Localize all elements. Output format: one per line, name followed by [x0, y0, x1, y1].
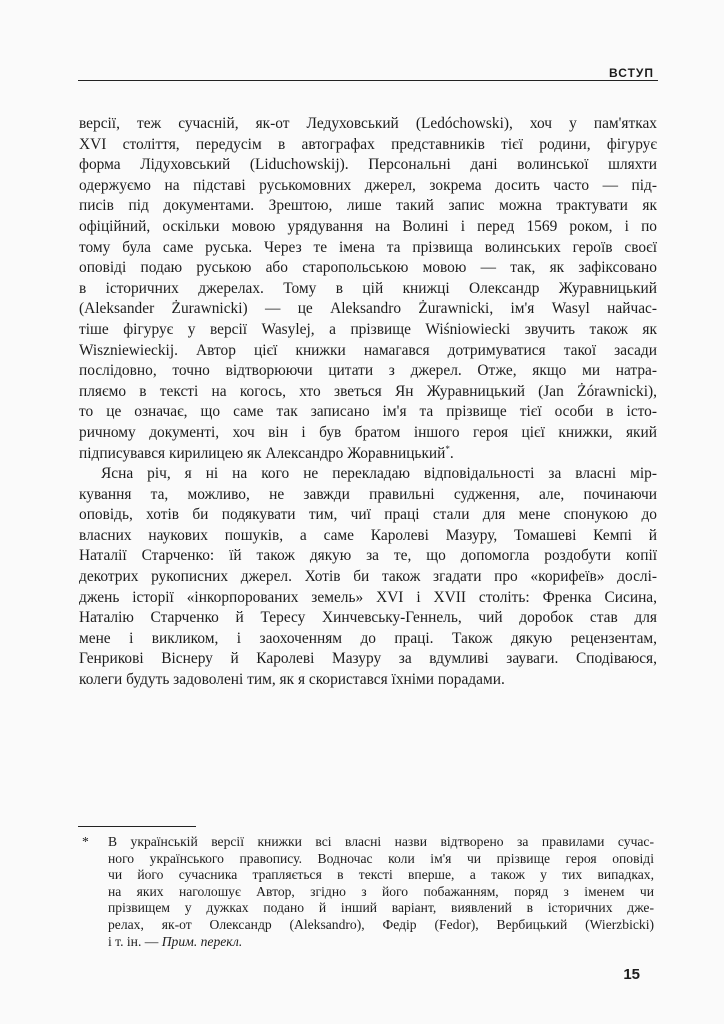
sentence-end: . — [449, 444, 454, 462]
footnote-line-content: В українській версії книжки всі власні назви відтворено за правилами сучас- — [108, 834, 654, 849]
text-line: колеги будуть задоволені тим, як я скористався їхніми порадами. — [79, 671, 505, 689]
text-line: Генрикові Віснеру й Каролеві Мазуру за вдумливі зауваги. Сподіваюся, — [79, 650, 657, 668]
footnote-line-content: і т. ін. — — [108, 933, 162, 949]
main-text — [79, 114, 657, 691]
text-line: версії, теж сучасній, як-от Ледуховський (Ledóchowski), хоч у пам'ятках — [79, 115, 657, 132]
text-line: кування та, можливо, не завжди правильні судження, але, починаючи — [79, 485, 657, 503]
text-line: (Aleksander Żurawnicki) — це Aleksandro Żurawnicki, ім'я Wasyl найчас- — [79, 300, 657, 318]
text-line: одержуємо на підставі руськомовних джерел, зокрема досить часто — під- — [79, 176, 657, 194]
text-line: оповіді подаю руською або старопольською мовою — так, як зафіксовано — [79, 259, 657, 277]
text-line: офіційний, оскільки мовою урядування на Волині і перед 1569 роком, і по — [79, 217, 657, 235]
text-line: тому була саме руська. Через те імена та прізвища волинських героїв своєї — [79, 238, 657, 256]
footnote — [82, 834, 654, 950]
page-number: 15 — [623, 966, 640, 983]
text-line: власних наукових пошуків, а саме Каролеві Мазуру, Томашеві Кемпі й — [79, 526, 657, 544]
header-rule — [78, 80, 658, 81]
text-line: пляємо в тексті на когось, хто зветься Ян Журавницький (Jan Żórawnicki), — [79, 382, 657, 400]
text-line-content: підписувався кирилицею як Александро Жоравницький — [79, 444, 446, 462]
text-line: декотрих рукописних джерел. Хотів би також згадати про «корифеїв» дослі- — [79, 568, 657, 586]
footnote-rule — [78, 826, 196, 827]
text-line: то це означає, що саме так записано ім'я та прізвище тієї особи в істо- — [79, 403, 657, 421]
text-line: XVI століття, передусім в автографах представників тієї родини, фігурує — [79, 135, 657, 153]
text-line: Wiszniewieckij. Автор цієї книжки намагався дотримуватися такої засади — [79, 341, 657, 359]
footnote-line: ного українського правопису. Водночас коли ім'я чи прізвище героя оповіді — [108, 850, 654, 866]
text-line: джень історії «інкорпорованих земель» XVI і XVII століть: Френка Сисина, — [79, 588, 657, 606]
text-line: Наталію Старченко й Тересу Хинчевську-Геннель, чий доробок став для — [79, 609, 657, 627]
paragraph-2 — [79, 464, 657, 691]
footnote-line: на яких наголошує Автор, згідно з його побажанням, поряд з іменем чи — [108, 883, 654, 899]
text-line: форма Лідуховський (Liduchowskij). Персональні дані волинської шляхти — [79, 156, 657, 174]
footnote-line: релах, як-от Олександр (Aleksandro), Федір (Fedor), Вербицький (Wierzbicki) — [108, 916, 654, 932]
footnote-line: чи його сучасника трапляється в тексті вперше, а також у тих випадках, — [108, 867, 654, 883]
text-line: писів під документами. Зрештою, лише такий запис можна трактувати як — [79, 197, 657, 215]
text-line: послідовно, точно відтворюючи цитати з джерел. Отже, якщо ми натра- — [79, 362, 657, 380]
footnote-mark: * — [82, 834, 89, 849]
text-line: мене і викликом, і заохоченням до праці. Також дякую рецензентам, — [79, 629, 657, 647]
text-line: Ясна річ, я ні на кого не перекладаю відповідальності за власні мір- — [101, 465, 657, 483]
footnote-line — [82, 834, 654, 851]
footnote-line — [82, 934, 654, 951]
footnote-line: прізвищем у дужках подано й інший варіант, виявлений в історичних дже- — [108, 900, 654, 916]
text-line: ричному документі, хоч він і був братом іншого героя цієї книжки, який — [79, 423, 657, 441]
text-line: оповідь, хотів би подякувати тим, чиї праці стали для мене спонукою до — [79, 506, 657, 524]
text-line: Наталії Старченко: їй також дякую за те, що допомогла роздобути копії — [79, 547, 657, 565]
paragraph-1 — [79, 114, 657, 464]
text-line: в історичних джерелах. Тому в цій книжці Олександр Журавницький — [79, 279, 657, 297]
translator-note: Прим. перекл. — [161, 933, 243, 949]
text-line — [79, 444, 657, 465]
footnote-reference: * — [445, 443, 450, 454]
running-header: ВСТУП — [599, 66, 654, 80]
text-line: тіше фігурує у версії Wasylej, а прізвище Wiśniowiecki звучить також як — [79, 320, 657, 338]
